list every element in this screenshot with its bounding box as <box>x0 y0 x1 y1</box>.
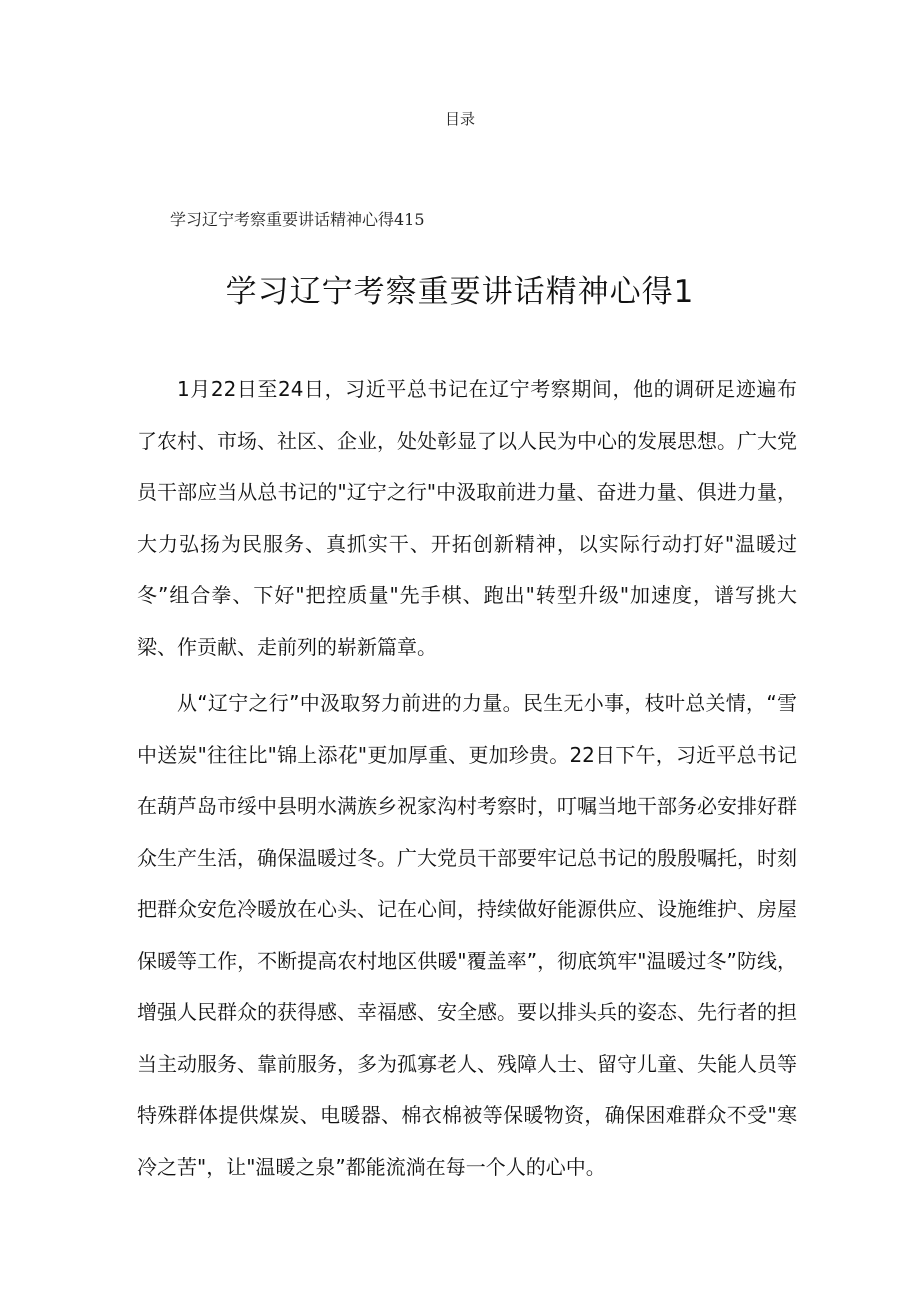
document-title: 学习辽宁考察重要讲话精神心得1 <box>225 274 695 310</box>
toc-entry[interactable]: 学习辽宁考察重要讲话精神心得415 <box>170 210 425 229</box>
body-paragraph-2: 从“辽宁之行”中汲取努力前进的力量。民生无小事，枝叶总关情，“雪中送炭"往往比"锦上添花"更加厚重、更加珍贵。22日下午，习近平总书记在葫芦岛市绥中县明水满族乡祝家沟村考察时，叮嘱当地干部务必安排好群众生产生活，确保温暖过冬。广大党员干部要牢记总书记的殷殷嘱托，时刻把群众安危冷暖放在心头、记在心间，持续做好能源供应、设施维护、房屋保暖等工作，不断提高农村地区供暖"覆盖率”，彻底筑牢"温暖过冬”防线，增强人民群众的获得感、幸福感、安全感。要以排头兵的姿态、先行者的担当主动服务、靠前服务，多为孤寡老人、残障人士、留守儿童、失能人员等特殊群体提供煤炭、电暖器、棉衣棉被等保暖物资，确保困难群众不受"寒冷之苦"，让"温暖之泉”都能流淌在每一个人的心中。 <box>137 691 797 1179</box>
body-paragraph-1: 1月22日至24日，习近平总书记在辽宁考察期间，他的调研足迹遍布了农村、市场、社区、企业，处处彰显了以人民为中心的发展思想。广大党员干部应当从总书记的"辽宁之行"中汲取前进力量、奋进力量、俱进力量，大力弘扬为民服务、真抓实干、开拓创新精神，以实际行动打好"温暖过冬”组合拳、下好"把控质量"先手棋、跑出"转型升级"加速度，谱写挑大梁、作贡献、走前列的崭新篇章。 <box>137 377 797 659</box>
toc-heading: 目录 <box>444 110 475 128</box>
